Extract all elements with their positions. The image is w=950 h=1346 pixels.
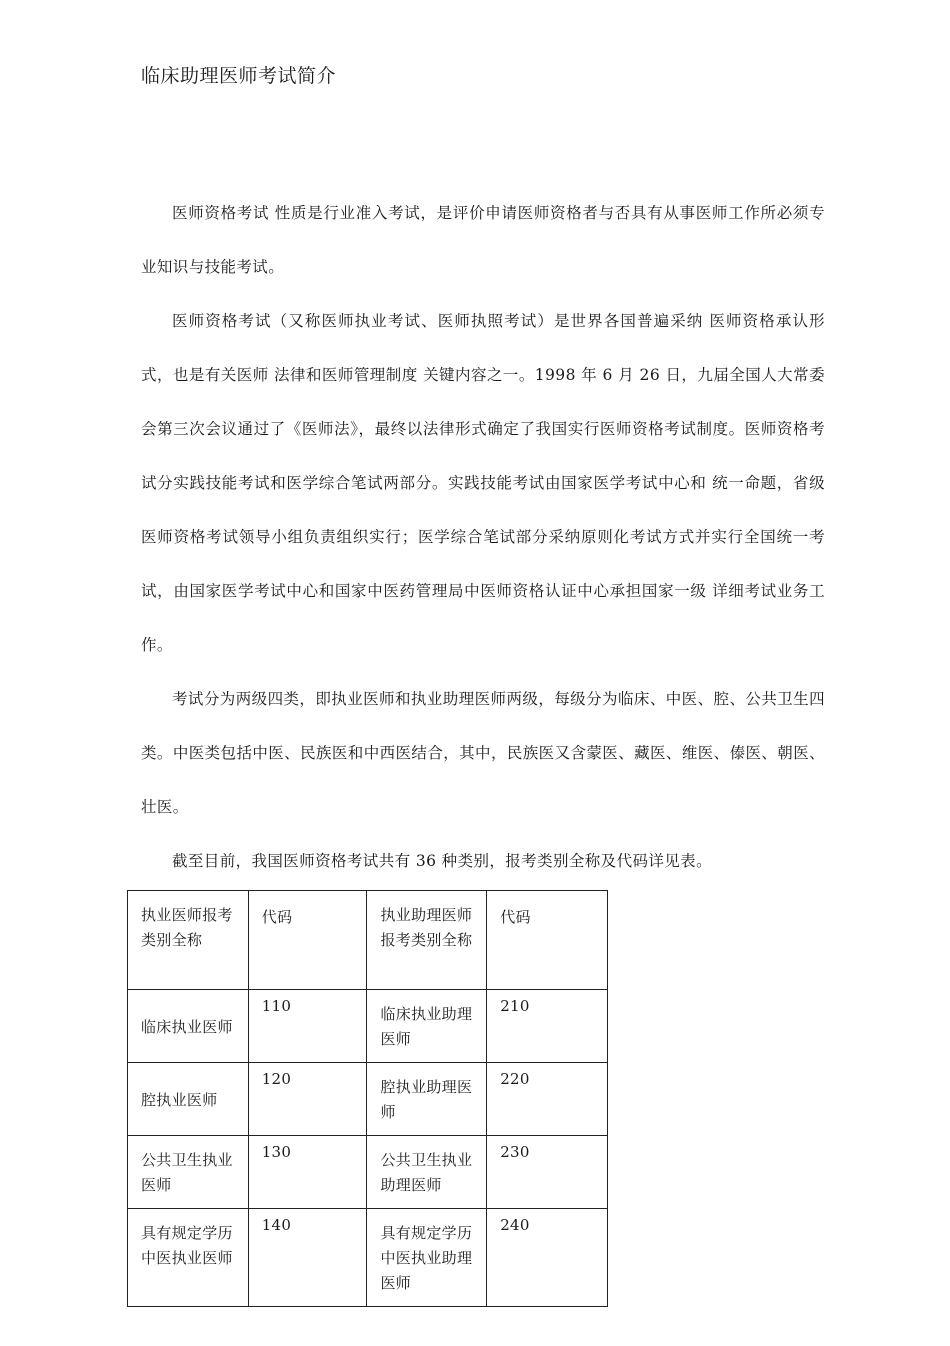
table-header-row <box>128 891 608 990</box>
table-cell-code: 240 <box>487 1209 608 1307</box>
header-cell-code: 代码 <box>248 891 367 990</box>
table-cell-code: 210 <box>487 990 608 1063</box>
table-cell-category: 临床执业助理医师 <box>367 990 487 1063</box>
table-cell-category: 具有规定学历中医执业助理医师 <box>367 1209 487 1307</box>
table-cell-category: 公共卫生执业助理医师 <box>367 1136 487 1209</box>
header-cell-physician-category: 执业医师报考类别全称 <box>128 891 249 990</box>
paragraph: 截至目前，我国医师资格考试共有 36 种类别，报考类别全称及代码详见表。 <box>172 852 712 870</box>
header-cell-assistant-category: 执业助理医师报考类别全称 <box>367 891 487 990</box>
table-cell-category: 具有规定学历中医执业医师 <box>128 1209 249 1307</box>
table-cell-code: 110 <box>248 990 367 1063</box>
document-title: 临床助理医师考试简介 <box>141 65 337 87</box>
paragraph: 医师资格考试 性质是行业准入考试，是评价申请医师资格者与否具有从事医师工作所必须专业知识与技能考试。 <box>141 204 825 276</box>
paragraph: 医师资格考试（又称医师执业考试、医师执照考试）是世界各国普遍采纳 医师资格承认形式，也是有关医师 法律和医师管理制度 关键内容之一。1998 年 6 月 26 日，九届全国人大常委会第三次会议通过了《医师法》，最终以法律形式确定了我国实行医师资格考试制度。医师资格考试分实践技能考试和医学综合笔试两部分。实践技能考试由国家医学考试中心和 统一命题，省级医师资格考试领导小组负责组织实行；医学综合笔试部分采纳原则化考试方式并实行全国统一考试，由国家医学考试中心和国家中医药管理局中医师资格认证中心承担国家一级 详细考试业务工作。 <box>141 312 825 654</box>
table-cell-code: 130 <box>248 1136 367 1209</box>
paragraph: 考试分为两级四类，即执业医师和执业助理医师两级，每级分为临床、中医、腔、公共卫生四类。中医类包括中医、民族医和中西医结合，其中，民族医又含蒙医、藏医、维医、傣医、朝医、壮医。 <box>141 690 825 816</box>
table-cell-category: 临床执业医师 <box>128 990 249 1063</box>
table-cell-code: 230 <box>487 1136 608 1209</box>
table-cell-category: 公共卫生执业医师 <box>128 1136 249 1209</box>
table-cell-code: 140 <box>248 1209 367 1307</box>
table-cell-code: 220 <box>487 1063 608 1136</box>
table-cell-category: 腔执业医师 <box>128 1063 249 1136</box>
table-row <box>128 990 608 1063</box>
table-cell-category: 腔执业助理医师 <box>367 1063 487 1136</box>
table-row <box>128 1063 608 1136</box>
table-row <box>128 1209 608 1307</box>
exam-category-code-table <box>127 890 608 1307</box>
header-cell-code: 代码 <box>487 891 608 990</box>
table-row <box>128 1136 608 1209</box>
table-cell-code: 120 <box>248 1063 367 1136</box>
document-body <box>141 186 825 888</box>
